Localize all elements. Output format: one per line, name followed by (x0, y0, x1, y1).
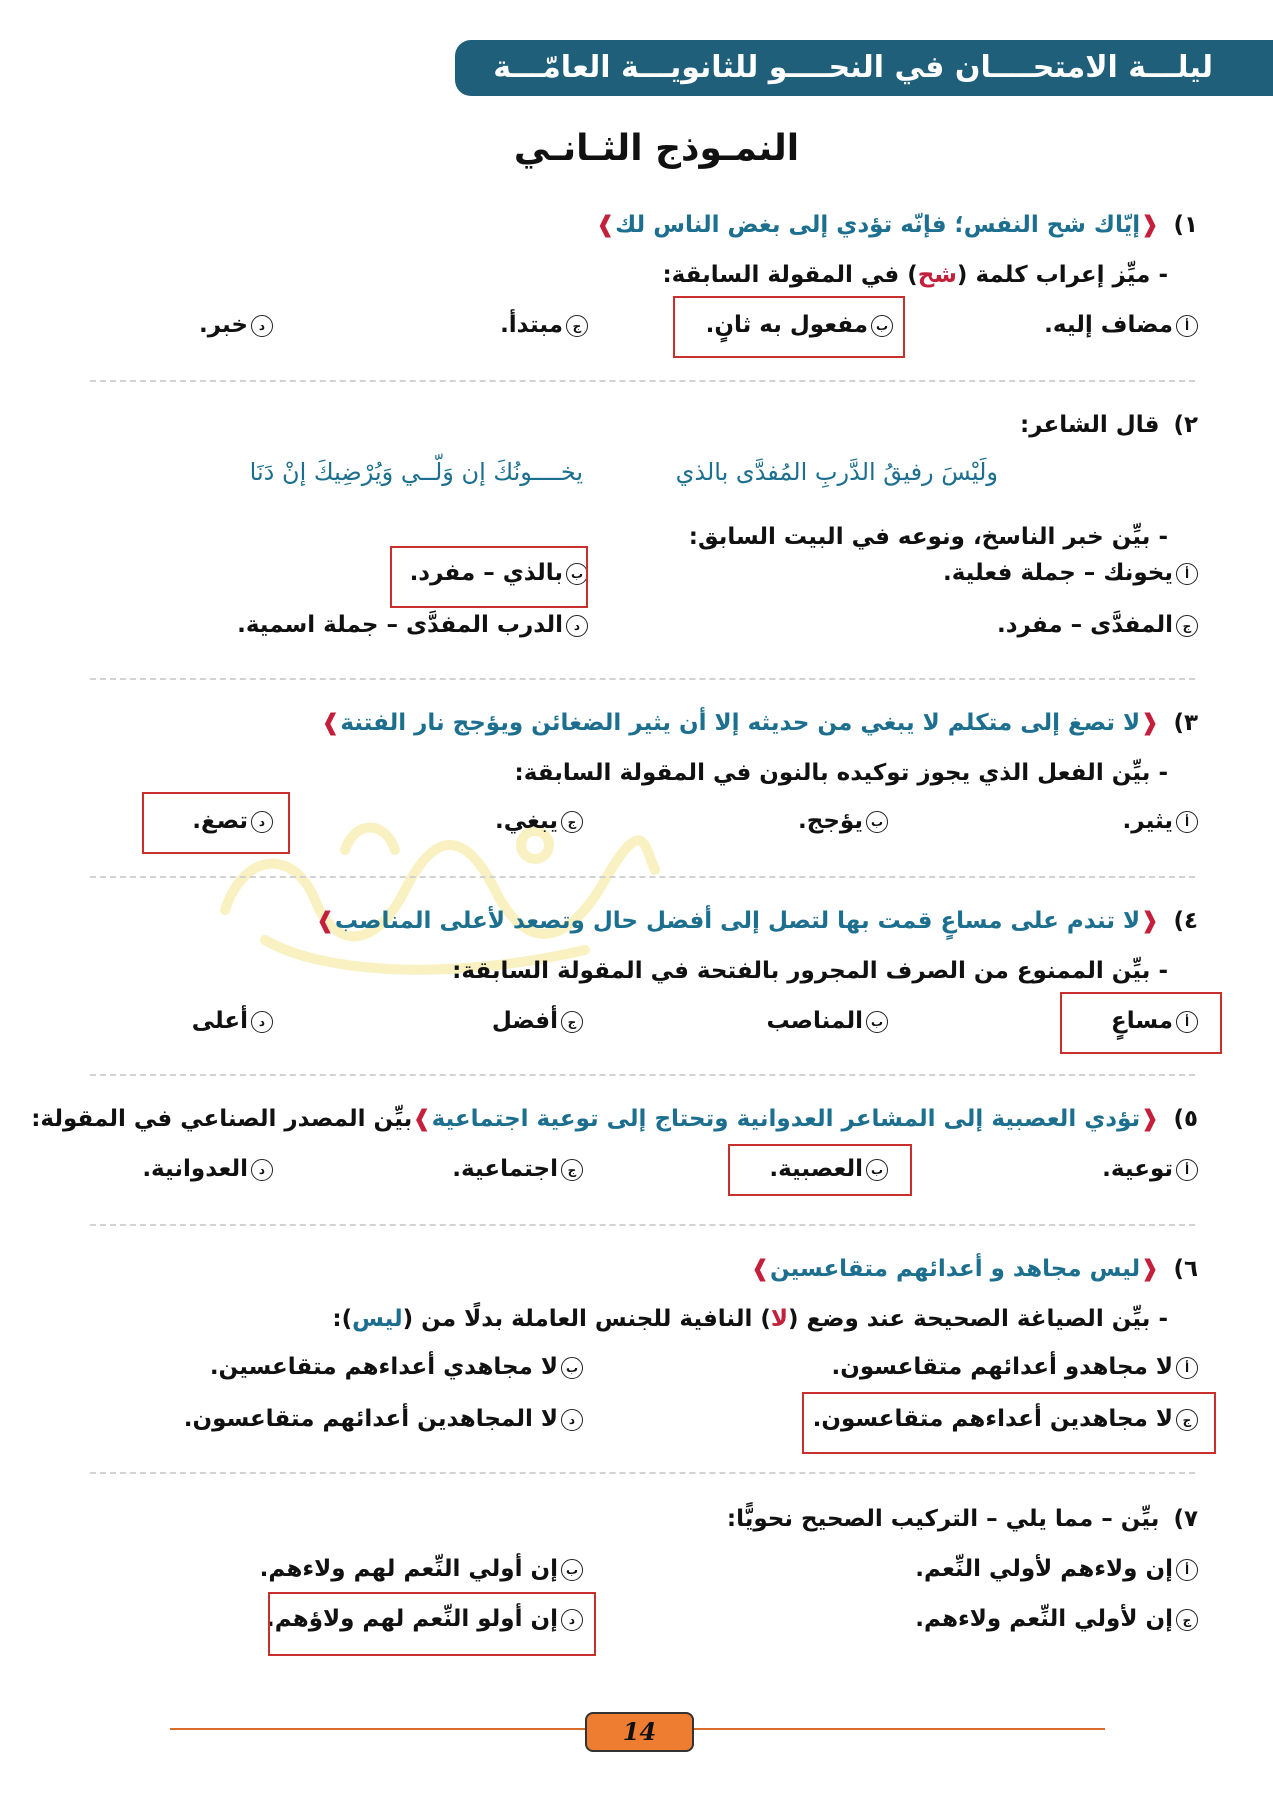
q3-option-d[interactable]: دتصغ. (192, 808, 273, 834)
question-number: ١) (1173, 212, 1198, 238)
separator (90, 1224, 1195, 1226)
q7-option-a[interactable]: أإن ولاءهم لأولي النِّعم. (915, 1556, 1198, 1582)
q2-option-d[interactable]: دالدرب المفدَّى – جملة اسمية. (237, 612, 588, 638)
q4-option-b[interactable]: بالمناصب (766, 1008, 888, 1034)
q5-option-b[interactable]: بالعصبية. (769, 1156, 888, 1182)
q2-answer-box (390, 546, 588, 608)
q6-answer-box (802, 1392, 1216, 1454)
q1-option-a[interactable]: أمضاف إليه. (1044, 312, 1198, 338)
q7-answer-box (268, 1592, 596, 1656)
separator (90, 678, 1195, 680)
q4-option-a[interactable]: أمساعٍ (1111, 1008, 1198, 1034)
q3-option-a[interactable]: أيثير. (1123, 808, 1198, 834)
q3-option-c[interactable]: جيبغي. (495, 808, 583, 834)
question-2-intro: ٢)قال الشاعر: (1020, 412, 1198, 438)
q7-option-b[interactable]: بإن أولي النِّعم لهم ولاءهم. (260, 1556, 583, 1582)
separator (90, 1472, 1195, 1474)
q3-answer-box (142, 792, 290, 854)
q1-answer-box (673, 296, 905, 358)
question-1-stem: ١)❰إيّاك شح النفس؛ فإنّه تؤدي إلى بغض الناس لك❱ (595, 212, 1198, 238)
q6-option-c[interactable]: جلا مجاهدين أعداءهم متقاعسون. (813, 1406, 1198, 1432)
separator (90, 380, 1195, 382)
q2-option-a[interactable]: أيخونك – جملة فعلية. (943, 560, 1198, 586)
question-4-instruction: - بيِّن الممنوع من الصرف المجرور بالفتحة في المقولة السابقة: (452, 958, 1168, 984)
question-6-instruction: - بيِّن الصياغة الصحيحة عند وضع (لا) النافية للجنس العاملة بدلًا من (ليس): (332, 1306, 1168, 1332)
question-1-instruction: - ميِّز إعراب كلمة (شح) في المقولة السابقة: (662, 262, 1168, 288)
q5-option-d[interactable]: دالعدوانية. (142, 1156, 273, 1182)
header-title: ليلـــة الامتحــــان في النحــــو للثانويـــة العامّـــة (493, 50, 1213, 85)
q2-option-b[interactable]: ببالذي – مفرد. (410, 560, 588, 586)
q1-option-d[interactable]: دخبر. (199, 312, 273, 338)
q4-answer-box (1060, 992, 1222, 1054)
question-quote: إيّاك شح النفس؛ فإنّه تؤدي إلى بغض الناس لك (615, 212, 1141, 238)
verse-first-half: ولَيْسَ رفيقُ الدَّربِ المُفدَّى بالذي (675, 458, 998, 486)
page-title: النمـوذج الثـانـي (513, 128, 800, 169)
q1-option-c[interactable]: جمبتدأ. (500, 312, 588, 338)
header-banner (455, 40, 1273, 96)
q6-option-d[interactable]: دلا المجاهدين أعدائهم متقاعسون. (184, 1406, 583, 1432)
question-5-stem: ٥)❰تؤدي العصبية إلى المشاعر العدوانية وتحتاج إلى توعية اجتماعية❱بيِّن المصدر الصناعي في المقولة: (31, 1106, 1198, 1132)
q5-answer-box (728, 1144, 912, 1196)
q6-option-b[interactable]: بلا مجاهدي أعداءهم متقاعسين. (210, 1354, 583, 1380)
q7-option-c[interactable]: جإن لأولي النِّعم ولاءهم. (915, 1606, 1198, 1632)
q2-option-c[interactable]: جالمفدَّى – مفرد. (997, 612, 1198, 638)
q4-option-d[interactable]: دأعلى (192, 1008, 273, 1034)
question-3-instruction: - بيِّن الفعل الذي يجوز توكيده بالنون في المقولة السابقة: (514, 760, 1168, 786)
question-6-stem: ٦)❰ليس مجاهد و أعدائهم متقاعسين❱ (750, 1256, 1198, 1282)
question-4-stem: ٤)❰لا تندم على مساعٍ قمت بها لتصل إلى أفضل حال وتصعد لأعلى المناصب❱ (315, 908, 1198, 934)
q1-option-b[interactable]: بمفعول به ثانٍ. (706, 312, 893, 338)
question-3-stem: ٣)❰لا تصغ إلى متكلم لا يبغي من حديثه إلا أن يثير الضغائن ويؤجج نار الفتنة❱ (321, 710, 1198, 736)
page-number: 14 (585, 1712, 694, 1752)
verse-second-half: يخــــونُكَ إن وَلّــي وَيُرْضِيكَ إنْ دَنَا (249, 458, 583, 486)
q5-option-c[interactable]: جاجتماعية. (452, 1156, 583, 1182)
q5-option-a[interactable]: أتوعية. (1102, 1156, 1198, 1182)
q7-option-d[interactable]: دإن أولو النِّعم لهم ولاؤهم. (266, 1606, 583, 1632)
question-2-instruction: - بيِّن خبر الناسخ، ونوعه في البيت السابق: (688, 524, 1168, 550)
q3-option-b[interactable]: بيؤجج. (798, 808, 888, 834)
q6-option-a[interactable]: ألا مجاهدو أعدائهم متقاعسون. (832, 1354, 1198, 1380)
question-7-stem: ٧)بيِّن – مما يلي – التركيب الصحيح نحويًّا: (726, 1506, 1198, 1532)
separator (90, 876, 1195, 878)
separator (90, 1074, 1195, 1076)
q4-option-c[interactable]: جأفضل (492, 1008, 583, 1034)
